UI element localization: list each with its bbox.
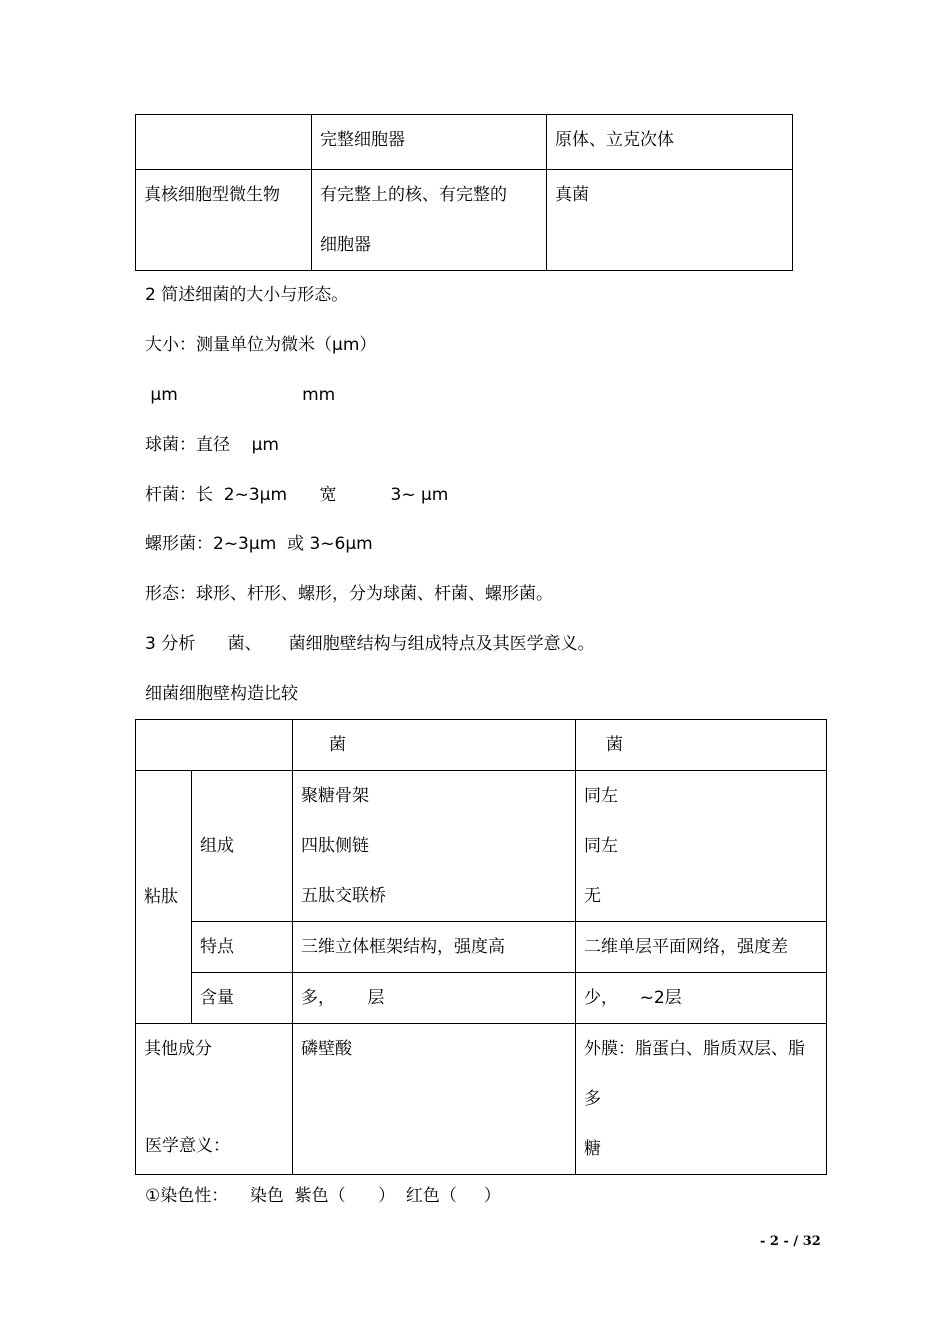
- cell: 外膜：脂蛋白、脂质双层、脂多 糖: [576, 1024, 827, 1175]
- cell: 多， 层: [293, 973, 576, 1024]
- classification-table: [135, 114, 793, 271]
- medical-meaning: 医学意义：: [145, 1136, 230, 1156]
- feature-label: 特点: [192, 922, 293, 973]
- cell: 少， ~2层: [576, 973, 827, 1024]
- composition-label: 组成: [192, 771, 293, 922]
- bacilli-line: 杆菌：长 2~3μm 宽 3~ μm: [145, 485, 449, 505]
- cell: 完整细胞器: [312, 115, 547, 170]
- table-title: 细菌细胞壁构造比较: [145, 684, 298, 704]
- cell: 聚糖骨架 四肽侧链 五肽交联桥: [293, 771, 576, 922]
- header-cell: 菌: [576, 720, 827, 771]
- cell: 有完整上的核、有完整的 细胞器: [312, 170, 547, 271]
- cocci-line: 球菌：直径 μm: [145, 435, 279, 455]
- cell-wall-comparison-table: [135, 719, 827, 1175]
- header-cell: [136, 720, 293, 771]
- question-3: 3 分析 菌、 菌细胞壁结构与组成特点及其医学意义。: [145, 634, 595, 654]
- cell: 二维单层平面网络，强度差: [576, 922, 827, 973]
- staining-line: ①染色性： 染色 紫色（ ） 红色（ ）: [145, 1186, 501, 1206]
- cell: 同左 同左 无: [576, 771, 827, 922]
- shape-line: 形态：球形、杆形、螺形，分为球菌、杆菌、螺形菌。: [145, 584, 553, 604]
- header-cell: 菌: [293, 720, 576, 771]
- spiral-line: 螺形菌：2~3μm 或 3~6μm: [145, 534, 373, 554]
- question-2: 2 简述细菌的大小与形态。: [145, 285, 349, 305]
- size-line: 大小：测量单位为微米（μm）: [145, 335, 377, 355]
- content-label: 含量: [192, 973, 293, 1024]
- cell: 磷壁酸: [293, 1024, 576, 1175]
- cell: 原体、立克次体: [547, 115, 793, 170]
- cell: [136, 115, 312, 170]
- page-number: - 2 - / 32: [760, 1234, 821, 1249]
- cell: 三维立体框架结构，强度高: [293, 922, 576, 973]
- cell: 真菌: [547, 170, 793, 271]
- other-label: 其他成分: [136, 1024, 293, 1175]
- peptidoglycan-label: 粘肽: [136, 771, 192, 1024]
- cell: 真核细胞型微生物: [136, 170, 312, 271]
- units-line: μm mm: [145, 385, 336, 405]
